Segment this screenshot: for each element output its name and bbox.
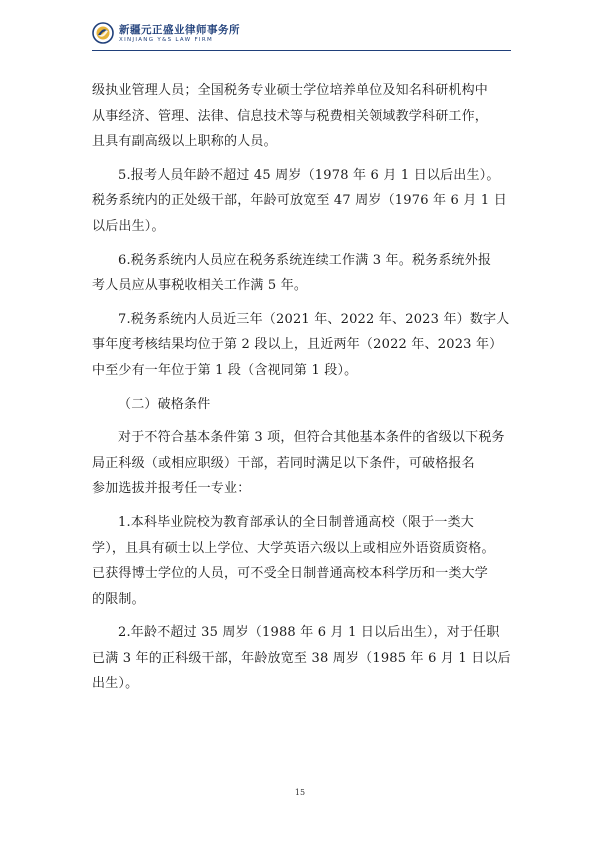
text-line: 参加选拔并报考任一专业： xyxy=(92,481,251,497)
text-line: 1.本科毕业院校为教育部承认的全日制普通高校（限于一类大 xyxy=(118,514,475,530)
text-line: 2.年龄不超过 35 周岁（1988 年 6 月 1 日以后出生），对于任职 xyxy=(118,625,500,641)
text-line: 5.报考人员年龄不超过 45 周岁（1978 年 6 月 1 日以后出生）。 xyxy=(118,167,500,183)
text-line: 从事经济、管理、法律、信息技术等与税费相关领域教学科研工作， xyxy=(92,108,489,124)
text-line: 7.税务系统内人员近三年（2021 年、2022 年、2023 年）数字人 xyxy=(118,311,510,327)
text-line: 事年度考核结果均位于第 2 段以上，且近两年（2022 年、2023 年） xyxy=(92,337,503,353)
text-line: 以后出生）。 xyxy=(92,218,165,234)
text-line: 6.税务系统内人员应在税务系统连续工作满 3 年。税务系统外报 xyxy=(118,252,492,268)
text-line: 且具有副高级以上职称的人员。 xyxy=(92,134,277,150)
text-line: 的限制。 xyxy=(92,591,145,607)
text-line: 中至少有一年位于第 1 段（含视同第 1 段）。 xyxy=(92,362,358,378)
text-line: 已获得博士学位的人员，可不受全日制普通高校本科学历和一类大学 xyxy=(92,566,489,582)
text-line: 学），且具有硕士以上学位、大学英语六级以上或相应外语资质资格。 xyxy=(92,540,495,556)
header-divider xyxy=(92,50,511,51)
section-heading: （二）破格条件 xyxy=(118,396,211,412)
text-line: 已满 3 年的正科级干部，年龄放宽至 38 周岁（1985 年 6 月 1 日以后 xyxy=(92,650,511,666)
document-body xyxy=(92,78,516,697)
text-line: 出生）。 xyxy=(92,676,139,692)
firm-name-en: XINJIANG Y&S LAW FIRM xyxy=(119,37,214,43)
page-number: 15 xyxy=(294,788,306,797)
firm-name-cn: 新疆元正盛业律师事务所 xyxy=(119,24,240,36)
firm-logo-icon xyxy=(92,22,114,44)
text-line: 考人员应从事税收相关工作满 5 年。 xyxy=(92,278,308,294)
text-line: 税务系统内的正处级干部，年龄可放宽至 47 周岁（1976 年 6 月 1 日 xyxy=(92,193,507,209)
document-header xyxy=(92,18,512,54)
text-line: 对于不符合基本条件第 3 项，但符合其他基本条件的省级以下税务 xyxy=(118,430,505,446)
text-line: 级执业管理人员；全国税务专业硕士学位培养单位及知名科研机构中 xyxy=(92,83,489,98)
text-line: 局正科级（或相应职级）干部，若同时满足以下条件，可破格报名 xyxy=(92,455,475,471)
